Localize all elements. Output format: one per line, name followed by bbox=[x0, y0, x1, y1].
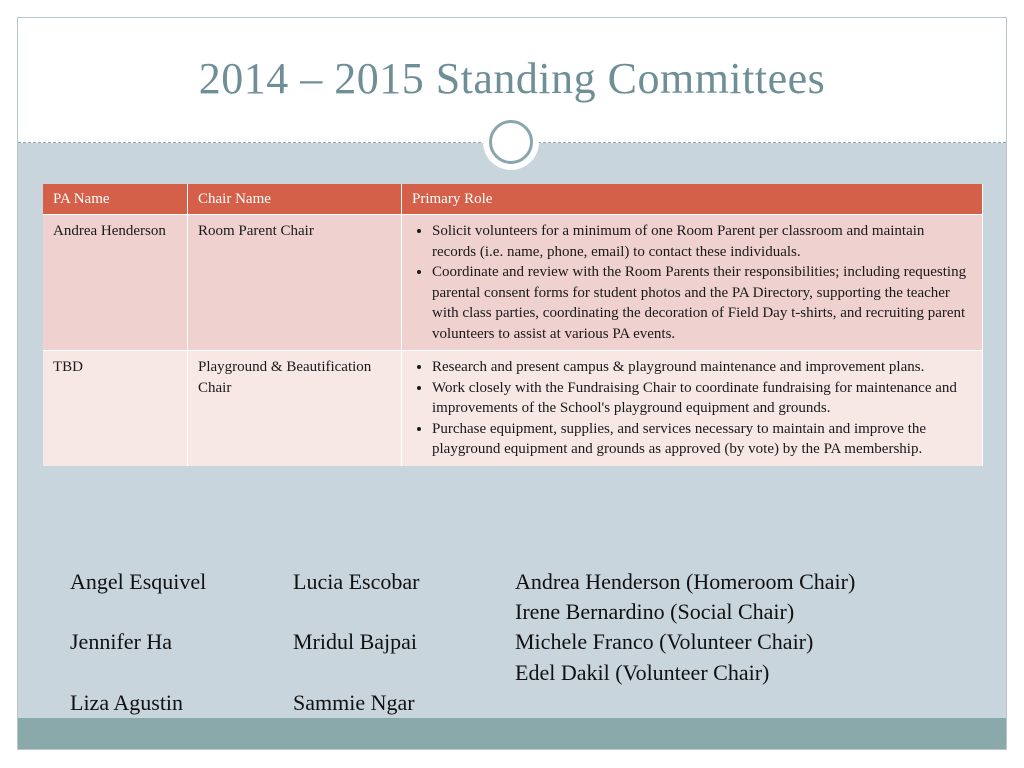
committee-table bbox=[43, 184, 983, 466]
slide-title: 2014 – 2015 Standing Committees bbox=[198, 54, 826, 103]
header-pa-name: PA Name bbox=[43, 184, 188, 215]
role-bullet: • Coordinate and review with the Room Parents their responsibilities; including requesting parental consent forms for student photos and the PA Directory, supporting the teacher with class parties, coordinating the decoration of Field Day t-shirts, and recruiting parent volunteers to assist at various PA events. bbox=[432, 262, 972, 344]
member-name: Edel Dakil (Volunteer Chair) bbox=[515, 660, 770, 685]
table-row bbox=[43, 351, 983, 466]
chair-name-cell: Room Parent Chair bbox=[188, 215, 402, 351]
member-name: Mridul Bajpai bbox=[293, 629, 418, 654]
pa-name-cell: TBD bbox=[43, 351, 188, 466]
member-name: Irene Bernardino (Social Chair) bbox=[515, 599, 795, 624]
role-bullet: • Solicit volunteers for a minimum of one Room Parent per classroom and maintain records (i.e. name, phone, email) to contact these individuals. bbox=[432, 221, 972, 262]
table-header-row bbox=[43, 184, 983, 215]
primary-role-cell bbox=[402, 215, 983, 351]
table-row bbox=[43, 215, 983, 351]
role-bullet: • Research and present campus & playground maintenance and improvement plans. bbox=[432, 357, 972, 378]
member-name: Sammie Ngar bbox=[293, 690, 415, 715]
role-bullet: • Purchase equipment, supplies, and services necessary to maintain and improve the playground equipment and grounds as approved (by vote) by the PA membership. bbox=[432, 419, 972, 460]
member-name: Lucia Escobar bbox=[293, 569, 420, 594]
pa-name-cell: Andrea Henderson bbox=[43, 215, 188, 351]
slide bbox=[17, 17, 1007, 750]
primary-role-cell bbox=[402, 351, 983, 466]
header-primary-role: Primary Role bbox=[402, 184, 983, 215]
member-name: Michele Franco (Volunteer Chair) bbox=[515, 629, 814, 654]
chair-name-cell: Playground & Beautification Chair bbox=[188, 351, 402, 466]
header-chair-name: Chair Name bbox=[188, 184, 402, 215]
member-name: Andrea Henderson (Homeroom Chair) bbox=[515, 569, 856, 594]
role-bullet: • Work closely with the Fundraising Chair to coordinate fundraising for maintenance and improvements of the School's playground equipment and grounds. bbox=[432, 378, 972, 419]
footer-band bbox=[18, 718, 1006, 750]
circle-ring bbox=[489, 120, 533, 164]
member-name: Angel Esquivel bbox=[70, 569, 207, 594]
member-name: Liza Agustin bbox=[70, 690, 184, 715]
member-name: Jennifer Ha bbox=[70, 629, 173, 654]
